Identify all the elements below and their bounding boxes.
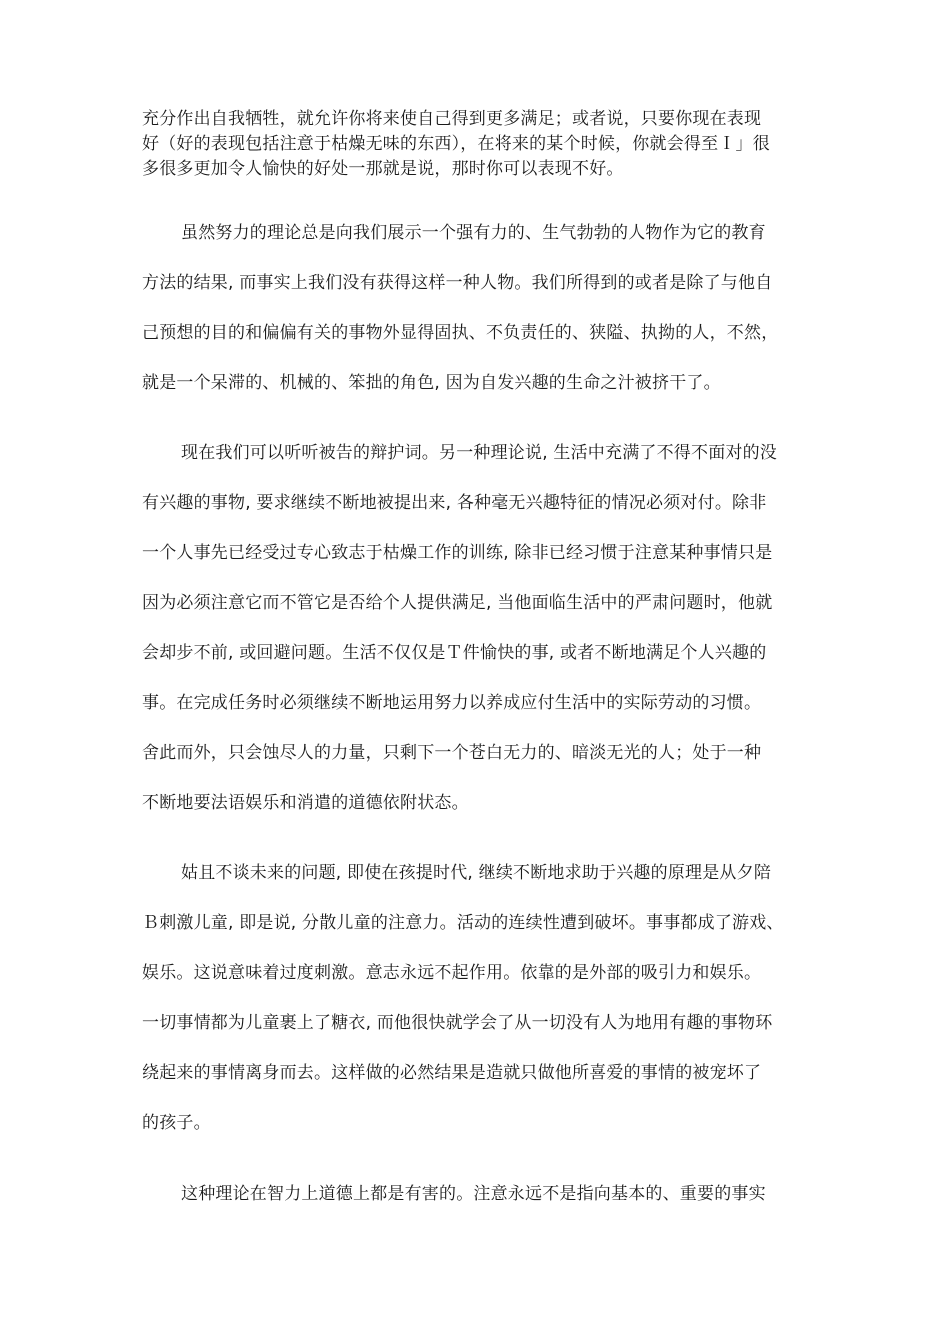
paragraph-3-line-5: 的孩子。 xyxy=(142,1113,211,1133)
paragraph-0-line-2: 多很多更加令人愉快的好处一那就是说，那时你可以表现不好。 xyxy=(142,159,624,179)
paragraph-0-line-0: 充分作出自我牺牲，就允许你将来使自己得到更多满足；或者说，只要你现在表现 xyxy=(142,109,762,129)
paragraph-3-line-4: 绕起来的事情离身而去。这样做的必然结果是造就只做他所喜爱的事情的被宠坏了 xyxy=(142,1063,762,1083)
paragraph-3-line-2: 娱乐。这说意味着过度刺激。意志永远不起作用。依靠的是外部的吸引力和娱乐。 xyxy=(142,963,762,983)
paragraph-2-line-3: 因为必须注意它而不管它是否给个人提供满足, 当他面临生活中的严肃问题时，他就 xyxy=(142,593,773,613)
paragraph-2-line-0: 现在我们可以听听被告的辩护词。另一种理论说, 生活中充满了不得不面对的没 xyxy=(181,443,778,463)
paragraph-2-line-2: 一个人事先已经受过专心致志于枯燥工作的训练, 除非已经习惯于注意某种事情只是 xyxy=(142,543,773,563)
paragraph-1-line-3: 就是一个呆滞的、机械的、笨拙的角色, 因为自发兴趣的生命之汁被挤干了。 xyxy=(142,373,721,393)
paragraph-1-line-0: 虽然努力的理论总是向我们展示一个强有力的、生气勃勃的人物作为它的教育 xyxy=(181,223,766,243)
paragraph-0-line-1: 好（好的表现包括注意于枯燥无味的东西），在将来的某个时候，你就会得至Ｉ」很 xyxy=(142,134,770,154)
paragraph-1-line-2: 己预想的目的和偏偏有关的事物外显得固执、不负责任的、狭隘、执拗的人，不然， xyxy=(142,323,779,343)
paragraph-3-line-3: 一切事情都为儿童裹上了糖衣, 而他很快就学会了从一切没有人为地用有趣的事物环 xyxy=(142,1013,773,1033)
paragraph-2-line-7: 不断地要法语娱乐和消遣的道德依附状态。 xyxy=(142,793,469,813)
paragraph-2-line-4: 会却步不前, 或回避问题。生活不仅仅是Ｔ件愉快的事, 或者不断地满足个人兴趣的 xyxy=(142,643,767,663)
paragraph-4-line-0: 这种理论在智力上道德上都是有害的。注意永远不是指向基本的、重要的事实 xyxy=(181,1184,766,1204)
paragraph-1-line-1: 方法的结果, 而事实上我们没有获得这样一种人物。我们所得到的或者是除了与他自 xyxy=(142,273,773,293)
paragraph-3-line-1: Ｂ刺激儿童, 即是说, 分散儿童的注意力。活动的连续性遭到破坏。事事都成了游戏、 xyxy=(142,913,784,933)
paragraph-2-line-1: 有兴趣的事物, 要求继续不断地被提出来, 各种毫无兴趣特征的情况必须对付。除非 xyxy=(142,493,767,513)
paragraph-2-line-6: 舍此而外，只会蚀尽人的力量，只剩下一个苍白无力的、暗淡无光的人；处于一种 xyxy=(142,743,762,763)
paragraph-2-line-5: 事。在完成任务时必须继续不断地运用努力以养成应付生活中的实际劳动的习惯。 xyxy=(142,693,762,713)
paragraph-3-line-0: 姑且不谈未来的问题, 即使在孩提时代, 继续不断地求助于兴趣的原理是从夕陪 xyxy=(181,863,772,883)
